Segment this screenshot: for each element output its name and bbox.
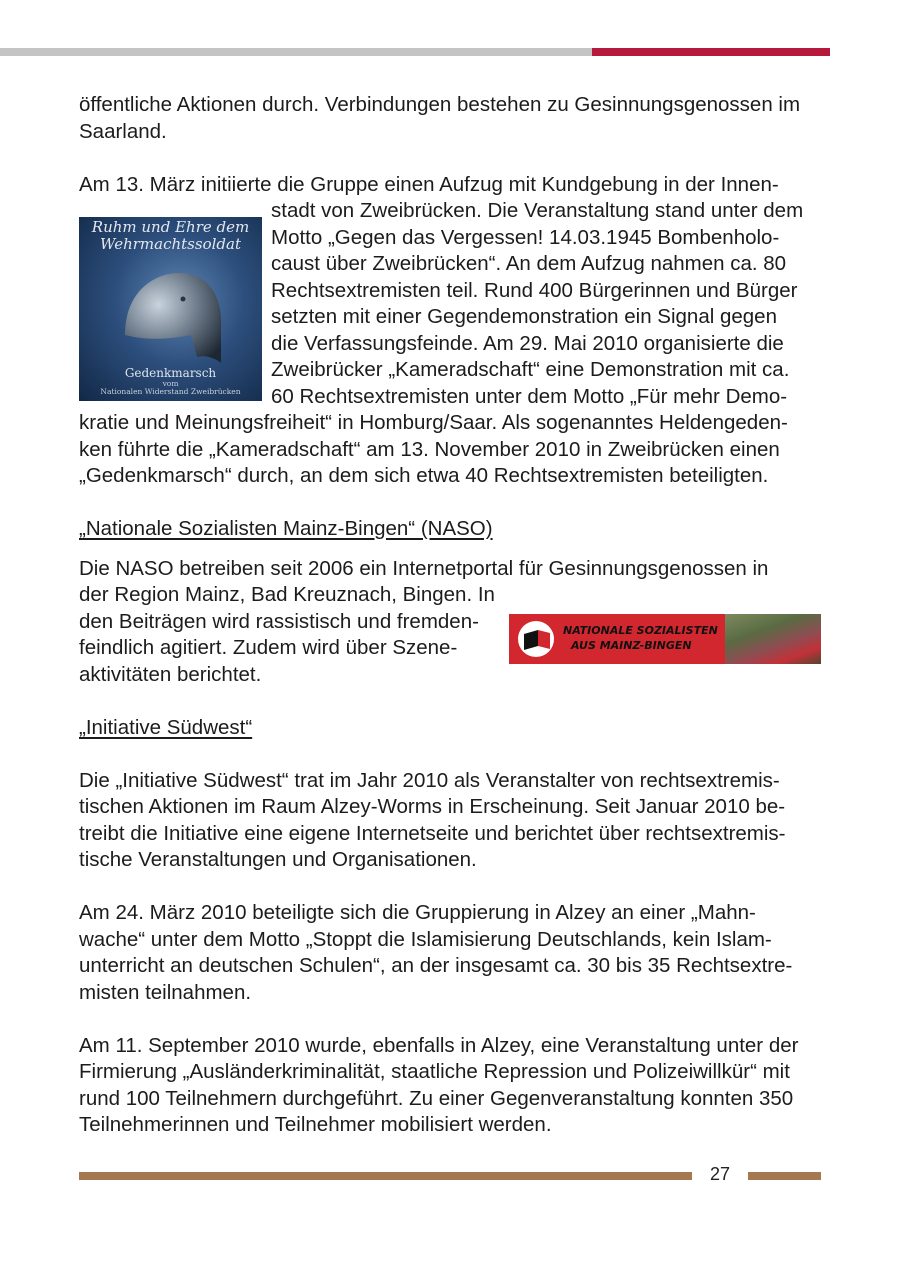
poster-title-line: Ruhm und Ehre dem <box>91 218 250 236</box>
banner-text <box>563 623 718 653</box>
text-line: stadt von Zweibrücken. Die Veranstaltung stand unter dem <box>271 199 804 222</box>
banner-line: AUS MAINZ-BINGEN <box>571 639 692 652</box>
text-line: rund 100 Teilnehmern durchgeführt. Zu einer Gegenveranstaltung konnten 350 <box>79 1086 794 1110</box>
text-line: den Beiträgen wird rassistisch und fremden- <box>79 609 479 633</box>
text-line: Rechtsextremisten teil. Rund 400 Bürgerinnen und Bürger <box>271 278 798 302</box>
bottom-rule-right <box>748 1172 821 1180</box>
naso-banner-image <box>509 614 821 664</box>
page-number: 27 <box>709 1164 731 1184</box>
text-line: Am 13. März initiierte die Gruppe einen Aufzug mit Kundgebung in der Innen- <box>79 172 779 196</box>
text-line: feindlich agitiert. Zudem wird über Szene- <box>79 636 458 659</box>
text-line: caust über Zweibrücken“. An dem Aufzug nahmen ca. 80 <box>271 252 787 275</box>
text-line: öffentliche Aktionen durch. Verbindungen bestehen zu Gesinnungsgenossen im <box>79 93 801 116</box>
text-line: unterricht an deutschen Schulen“, an der insgesamt ca. 30 bis 35 Rechtsextre- <box>79 954 793 977</box>
poster-small-line: Nationalen Widerstand Zweibrücken <box>100 387 241 396</box>
poster-small-line: vom <box>162 379 179 388</box>
paragraph-initiative <box>79 768 821 874</box>
text-line: misten teilnahmen. <box>79 980 252 1004</box>
text-line: der Region Mainz, Bad Kreuznach, Bingen. In <box>79 583 495 606</box>
text-line: Teilnehmerinnen und Teilnehmer mobilisiert werden. <box>79 1113 552 1136</box>
text-line: Die NASO betreiben seit 2006 ein Internetportal für Gesinnungsgenossen in <box>79 556 769 580</box>
text-line: ken führte die „Kameradschaft“ am 13. November 2010 in Zweibrücken einen <box>79 437 780 461</box>
poster-title <box>79 219 262 253</box>
text-line: Firmierung „Ausländerkriminalität, staatliche Repression und Polizeiwillkür“ mit <box>79 1060 790 1083</box>
text-line: 60 Rechtsextremisten unter dem Motto „Für mehr Demo- <box>271 384 788 408</box>
text-line: treibt die Initiative eine eigene Internetseite und berichtet über rechtsextremis- <box>79 821 786 845</box>
text-line: Am 11. September 2010 wurde, ebenfalls in Alzey, eine Veranstaltung unter der <box>79 1033 799 1057</box>
text-line: „Gedenkmarsch“ durch, an dem sich etwa 40 Rechtsextremisten beteiligten. <box>79 464 769 487</box>
section-heading-naso: „Nationale Sozialisten Mainz-Bingen“ (NASO) <box>79 517 493 540</box>
text-line: Am 24. März 2010 beteiligte sich die Gruppierung in Alzey an einer „Mahn- <box>79 901 756 924</box>
text-line: tische Veranstaltungen und Organisationen. <box>79 848 477 871</box>
poster-organizer <box>79 380 262 396</box>
text-line: Zweibrücker „Kameradschaft“ eine Demonstration mit ca. <box>271 358 790 381</box>
text-line: setzten mit einer Gegendemonstration ein Signal gegen <box>271 305 777 328</box>
text-line: Saarland. <box>79 119 167 143</box>
banner-line: NATIONALE SOZIALISTEN <box>563 624 718 637</box>
paragraph-september <box>79 1033 821 1139</box>
top-rule-grey <box>0 48 592 56</box>
text-line: kratie und Meinungsfreiheit“ in Homburg/Saar. Als sogenanntes Heldengeden- <box>79 411 788 434</box>
demonstration-photo <box>725 614 821 664</box>
paragraph-intro <box>79 92 821 145</box>
bottom-rule-left <box>79 1172 692 1180</box>
text-line: die Verfassungsfeinde. Am 29. Mai 2010 organisierte die <box>271 331 784 355</box>
text-line: Motto „Gegen das Vergessen! 14.03.1945 Bombenholo- <box>271 225 780 249</box>
poster-subtitle: Gedenkmarsch <box>124 366 217 380</box>
section-heading-initiative: „Initiative Südwest“ <box>79 715 253 739</box>
black-red-flag-icon <box>517 620 555 658</box>
text-line: tischen Aktionen im Raum Alzey-Worms in Erscheinung. Seit Januar 2010 be- <box>79 795 786 818</box>
poster-title-line: Wehrmachtssoldat <box>100 235 241 253</box>
text-line: Die „Initiative Südwest“ trat im Jahr 2010 als Veranstalter von rechtsextremis- <box>79 768 780 792</box>
text-line: aktivitäten berichtet. <box>79 662 262 686</box>
paragraph-mahnwache <box>79 900 821 1006</box>
text-line: wache“ unter dem Motto „Stoppt die Islamisierung Deutschlands, kein Islam- <box>79 927 772 951</box>
helmet-icon <box>117 269 229 375</box>
gedenkmarsch-poster-image <box>79 217 262 401</box>
top-rule-red <box>592 48 830 56</box>
